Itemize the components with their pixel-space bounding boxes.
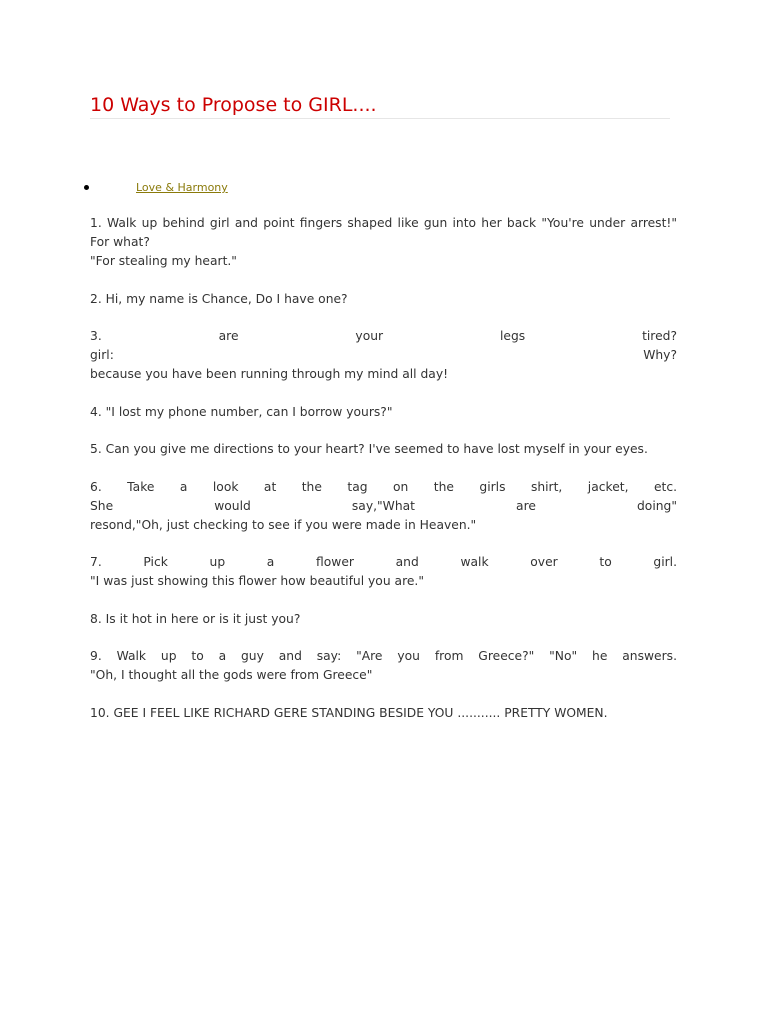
tip-paragraph-10 (90, 704, 677, 723)
tip-paragraph-4 (90, 403, 677, 422)
tip-paragraph-8 (90, 610, 677, 629)
label-link-love-harmony[interactable]: Love & Harmony (136, 181, 228, 194)
tip-line: 5. Can you give me directions to your heart? I've seemed to have lost myself in your eyes. (90, 442, 648, 456)
tip-line: 10. GEE I FEEL LIKE RICHARD GERE STANDING BESIDE YOU ........... PRETTY WOMEN. (90, 705, 608, 720)
post-labels (90, 179, 228, 197)
title-divider (90, 118, 670, 119)
post-title: 10 Ways to Propose to GIRL.... (90, 94, 377, 116)
tip-line: "For stealing my heart." (90, 254, 237, 268)
tip-paragraph-7 (90, 553, 677, 591)
label-item (90, 179, 228, 197)
tip-line: "I was just showing this flower how beautiful you are." (90, 574, 424, 588)
tip-line: "Oh, I thought all the gods were from Greece" (90, 668, 373, 682)
tip-line: 9. Walk up to a guy and say: "Are you from Greece?" "No" he answers. (90, 649, 677, 663)
tip-line: 4. "I lost my phone number, can I borrow yours?" (90, 404, 393, 419)
tip-line: 6. Take a look at the tag on the girls shirt, jacket, etc. (90, 479, 677, 494)
tip-line: 7. Pick up a flower and walk over to girl. (90, 555, 677, 569)
tip-paragraph-6 (90, 478, 677, 535)
bullet-icon (84, 185, 89, 190)
tip-line: 3. are your legs tired? (90, 329, 677, 343)
tip-line: She would say,"What are doing" (90, 498, 677, 513)
tip-line: because you have been running through my mind all day! (90, 367, 449, 381)
tip-paragraph-9 (90, 647, 677, 685)
tip-line: 2. Hi, my name is Chance, Do I have one? (90, 291, 348, 306)
tip-line: 8. Is it hot in here or is it just you? (90, 611, 301, 626)
tip-paragraph-3 (90, 327, 677, 384)
tip-line: resond,"Oh, just checking to see if you were made in Heaven." (90, 517, 477, 532)
tip-paragraph-2 (90, 290, 677, 309)
tip-paragraph-1 (90, 214, 677, 271)
post-body (90, 214, 677, 741)
tip-line: 1. Walk up behind girl and point fingers shaped like gun into her back "You're under arrest!" For what? (90, 216, 677, 249)
tip-line: girl: Why? (90, 348, 677, 362)
tip-paragraph-5 (90, 440, 677, 459)
